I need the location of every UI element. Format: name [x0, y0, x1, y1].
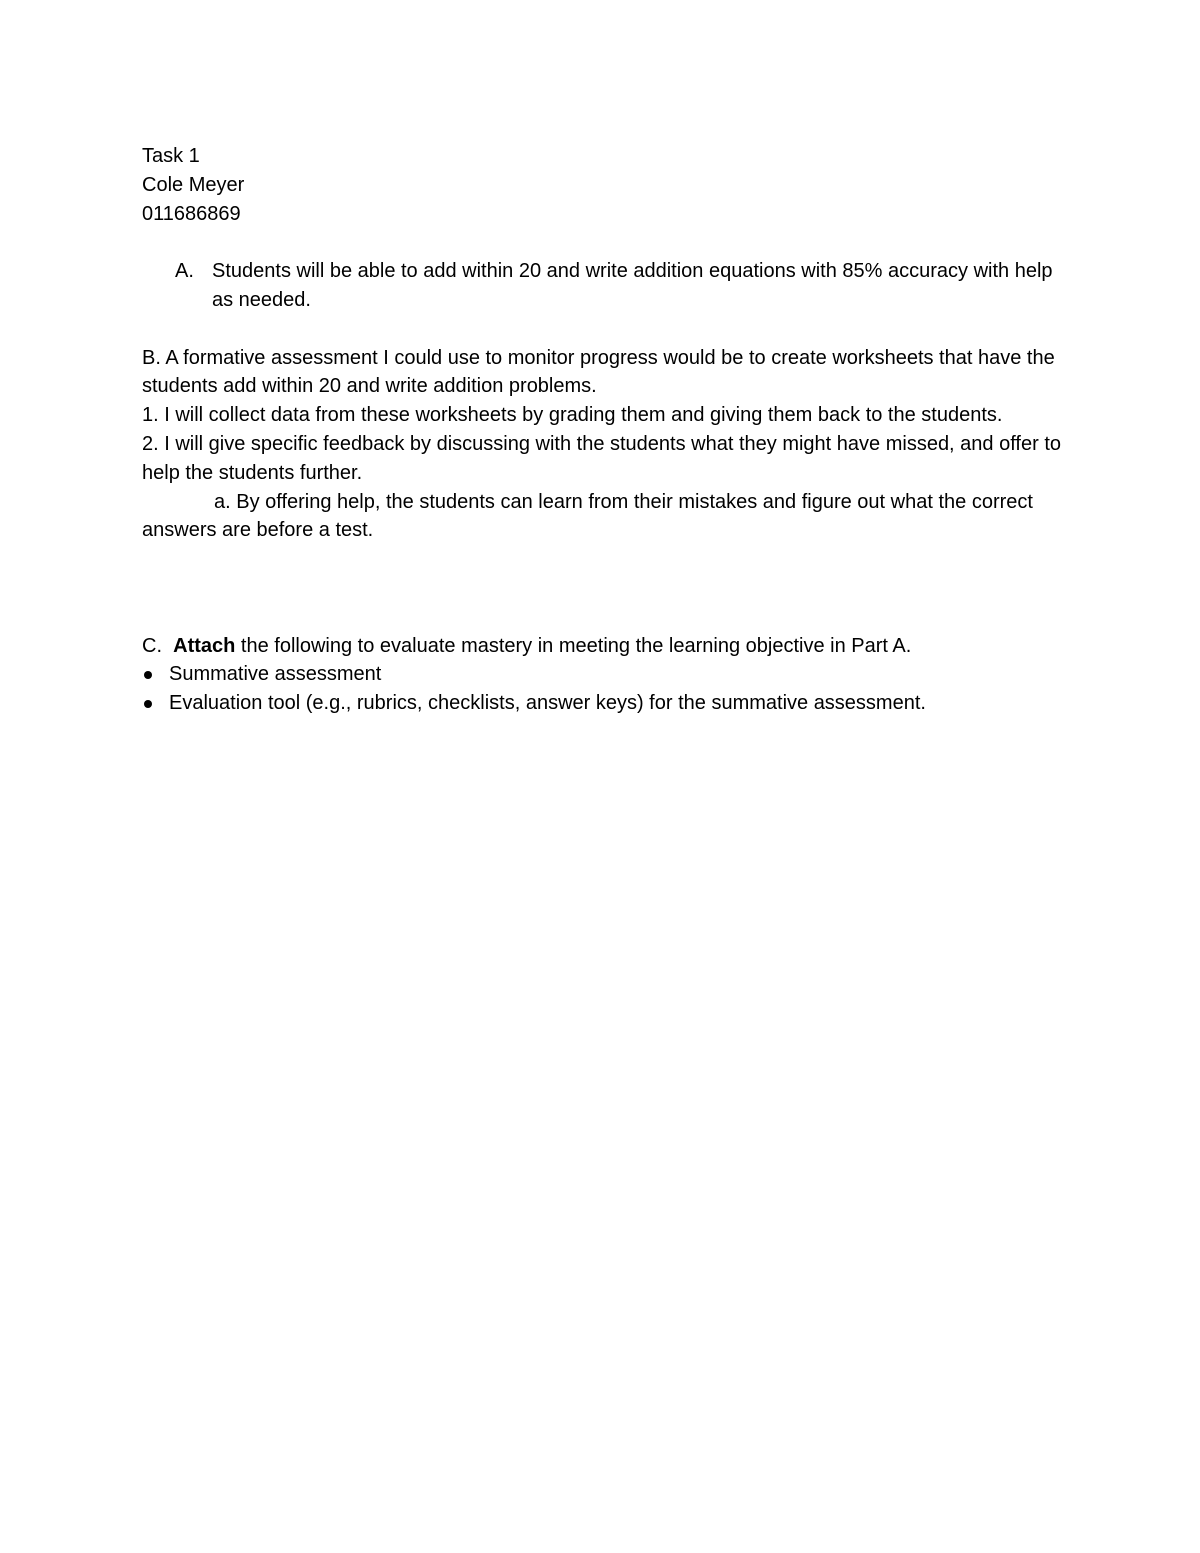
- section-c-heading: [142, 632, 1067, 661]
- section-b-item-1: 1. I will collect data from these worksheets by grading them and giving them back to the students.: [142, 404, 1003, 427]
- list-item-text: Evaluation tool (e.g., rubrics, checklists, answer keys) for the summative assessment.: [169, 692, 926, 715]
- bullet-icon: [144, 700, 152, 708]
- section-c-marker: C.: [142, 634, 162, 657]
- task-title: Task 1: [142, 145, 200, 167]
- section-c-bullet-list: [142, 660, 1067, 718]
- spacer: [142, 315, 1067, 344]
- section-b-intro: B. A formative assessment I could use to monitor progress would be to create worksheets that have the students add within 20 and write addition problems.: [142, 346, 1055, 398]
- student-id: 011686869: [142, 202, 241, 225]
- bullet-icon: [144, 671, 152, 679]
- document-body: [142, 142, 1067, 718]
- section-a-text: Students will be able to add within 20 and write addition equations with 85% accuracy with help as needed.: [212, 260, 1053, 311]
- section-c-text: the following to evaluate mastery in meeting the learning objective in Part A.: [235, 634, 912, 657]
- spacer: [142, 228, 1067, 257]
- spacer: [142, 545, 1067, 631]
- list-item: [142, 660, 1067, 689]
- list-item: [142, 689, 1067, 718]
- section-b-item-2: 2. I will give specific feedback by discussing with the students what they might have missed, and offer to help the students further.: [142, 432, 1061, 484]
- section-a-marker: A.: [175, 260, 194, 283]
- section-b-item-2a: a. By offering help, the students can learn from their mistakes and figure out what the correct answers are before a test.: [142, 490, 1033, 542]
- section-c-emphasis: Attach: [173, 634, 236, 657]
- student-name: Cole Meyer: [142, 173, 245, 196]
- list-item-text: Summative assessment: [169, 663, 382, 686]
- section-a-item: [142, 257, 1067, 315]
